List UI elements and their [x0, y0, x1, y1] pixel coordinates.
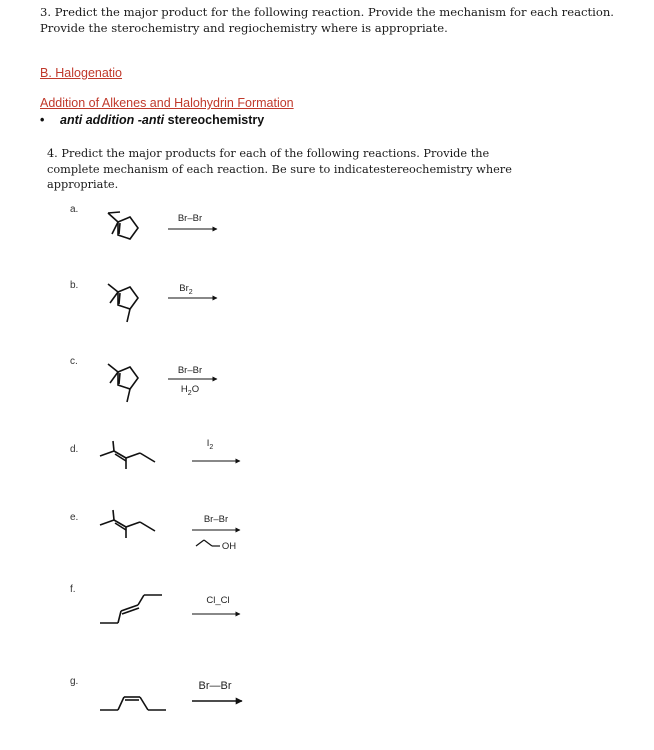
reaction-label-f: f.	[70, 584, 76, 595]
reagent-e-bottom: OH	[221, 541, 237, 552]
reagent-c-top: Br–Br	[177, 365, 203, 376]
reagent-c-bottom: $H_2O$	[180, 384, 200, 397]
structure-a	[108, 212, 138, 239]
structure-d	[100, 441, 155, 469]
question-4-line1: 4. Predict the major products for each of the following reactions. Provide the	[47, 147, 490, 160]
reagent-a: Br–Br	[177, 213, 203, 224]
question-4-line2: complete mechanism of each reaction. Be sure to indicatestereochemistry where	[47, 162, 512, 176]
reagent-e-top: Br–Br	[203, 514, 229, 525]
alcohol-reagent-e	[196, 540, 220, 546]
question-3-line2: Provide the sterochemistry and regiochemistry where is appropriate.	[40, 21, 448, 35]
reagent-g: Br—Br	[198, 680, 232, 692]
reagent-f: Cl_Cl	[206, 595, 230, 606]
reagent-b: $Br_2$	[179, 283, 193, 296]
question-4-line3: appropriate.	[47, 178, 119, 191]
bullet-text-italic: anti addition -anti	[60, 113, 165, 127]
structure-c	[108, 364, 138, 402]
subsection-heading: Addition of Alkenes and Halohydrin Formation	[40, 96, 294, 110]
reaction-label-b: b.	[70, 280, 79, 291]
structure-f	[100, 595, 162, 623]
reagent-d: $I_2$	[206, 438, 214, 451]
reaction-label-d: d.	[70, 444, 79, 455]
bullet-text-bold: stereochemistry	[164, 113, 265, 127]
structure-g	[100, 697, 166, 710]
structure-e	[100, 510, 155, 538]
reaction-label-e: e.	[70, 512, 79, 523]
bullet-dot-icon: •	[40, 113, 45, 127]
question-3-line1: 3. Predict the major product for the following reaction. Provide the mechanism for each reaction.	[40, 5, 614, 19]
structure-b	[108, 284, 138, 322]
section-heading-halogenation: B. Halogenatio	[40, 66, 123, 80]
reaction-label-c: c.	[70, 356, 78, 367]
reaction-label-a: a.	[70, 204, 79, 215]
reaction-label-g: g.	[70, 676, 79, 687]
